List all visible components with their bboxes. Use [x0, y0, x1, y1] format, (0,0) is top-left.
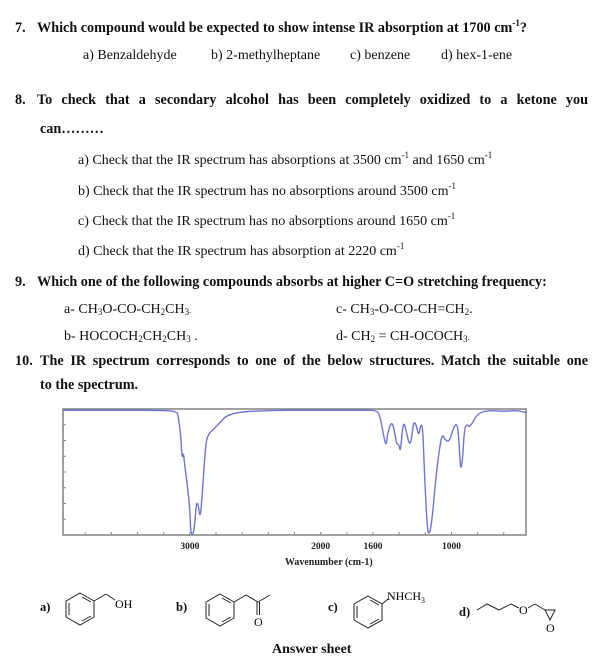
question-7-stem: 7. Which compound would be expected to show intense IR absorption at 1700 $cm^{-1}$?: [15, 18, 527, 36]
q7-option-a: a) Benzaldehyde: [83, 48, 177, 63]
question-number: 10.: [15, 353, 33, 369]
structure-d-label: d): [459, 605, 471, 619]
structure-a-label: a): [40, 600, 51, 614]
carbonyl-oxygen-label: O: [254, 615, 263, 629]
q9-option-d: d- $CH_2$ = $CH-OCOCH_3$.: [336, 329, 470, 344]
question-number: 9.: [15, 274, 26, 290]
nhch3-label: $NHCH_3$: [387, 589, 426, 605]
question-10-stem-cont: to the spectrum.: [40, 377, 139, 393]
q8-option-b: b) Check that the IR spectrum has no absorptions around 3500 $cm^{-1}$: [78, 181, 457, 199]
structure-b-label: b): [176, 600, 188, 614]
structure-a-benzyl-alcohol: [60, 588, 180, 638]
q8-option-a: a) Check that the IR spectrum has absorptions at 3500 $cm^{-1}$ and 1650 $cm^{-1}$: [78, 150, 493, 168]
q9-option-b: b- $HOCOCH_2CH_2CH_3$ .: [64, 329, 198, 344]
x-tick-label: 1000: [441, 542, 461, 552]
q7-option-b: b) 2-methylheptane: [211, 48, 321, 63]
question-8-stem: 8. To check that a secondary alcohol has been completely oxidized to a ketone you: [15, 92, 588, 108]
structure-c-n-methylaniline: [348, 586, 471, 642]
q8-option-d: d) Check that the IR spectrum has absorption at 2220 $cm^{-1}$: [78, 241, 405, 259]
q9-option-a: a- $CH_3O-CO-CH_2CH_3$.: [64, 302, 192, 317]
question-number: 8.: [15, 92, 26, 108]
question-number: 7.: [15, 20, 26, 36]
spectrum-line: [63, 410, 526, 534]
structure-b-phenylacetone: [200, 586, 320, 642]
q7-option-d: d) hex-1-ene: [441, 48, 513, 63]
question-9-stem: 9. Which one of the following compounds absorbs at higher C=O stretching frequency:: [15, 274, 547, 290]
answer-sheet-heading: Answer sheet: [272, 642, 352, 657]
x-tick-label: 2000: [311, 542, 331, 552]
x-tick-label: 3000: [180, 542, 200, 552]
question-10-stem: 10. The IR spectrum corresponds to one of the below structures. Match the suitable one: [15, 353, 588, 369]
q8-option-c: c) Check that the IR spectrum has no absorptions around 1650 $cm^{-1}$: [78, 211, 456, 229]
x-tick-label: 1600: [363, 542, 383, 552]
structure-c-label: c): [328, 600, 338, 614]
chart-frame: [63, 409, 526, 535]
structure-d-butyl-glycidyl-ether: [475, 596, 585, 646]
ether-oxygen-label: O: [519, 603, 528, 617]
question-8-stem-cont: can………: [40, 121, 104, 137]
hydroxyl-label: OH: [115, 597, 133, 611]
q9-option-c: c- $CH_3-O-CO-CH=CH_2$.: [336, 302, 473, 317]
x-axis-label: Wavenumber (cm-1): [284, 557, 373, 568]
epoxide-oxygen-label: O: [546, 621, 555, 635]
q7-option-c: c) benzene: [350, 48, 411, 63]
